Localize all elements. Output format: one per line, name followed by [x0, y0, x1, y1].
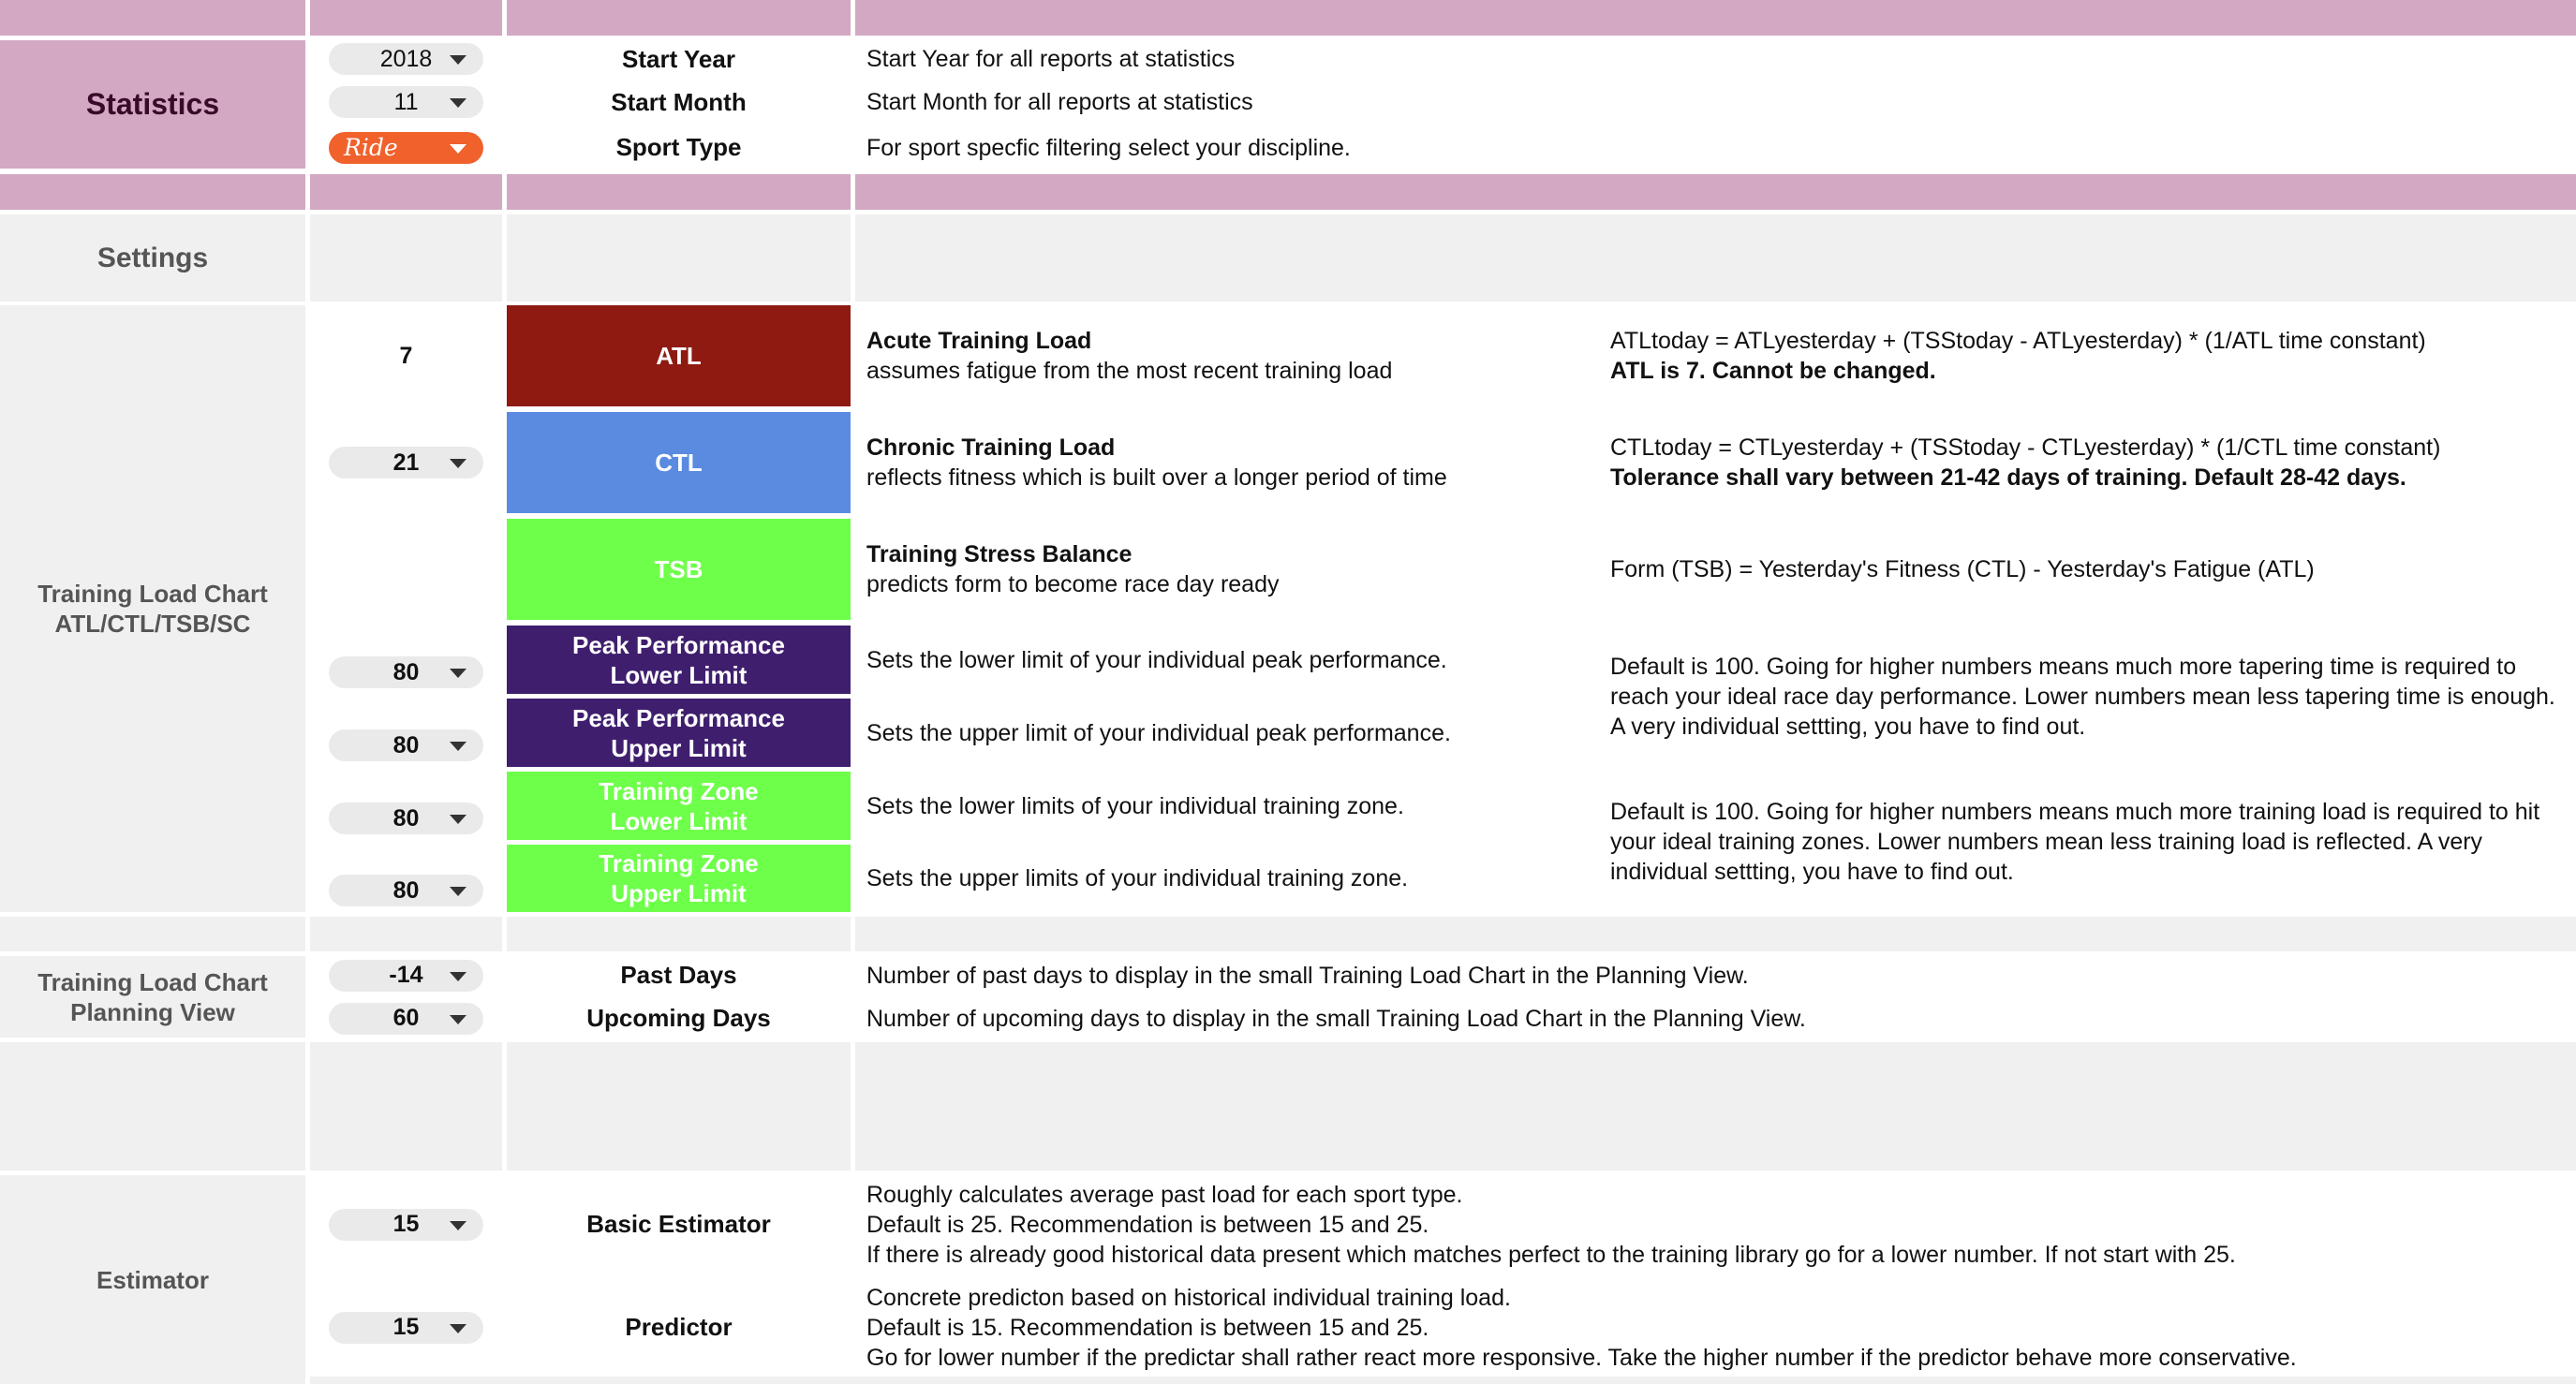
- ctl-desc-cell: [855, 412, 1594, 513]
- statistics-title: Statistics: [85, 87, 220, 121]
- peak-upper-label-line1: Peak Performance: [572, 703, 785, 732]
- ctl-name: Chronic Training Load: [866, 434, 1116, 461]
- upcoming-days-value-cell: [310, 999, 502, 1038]
- start-year-cell: [310, 40, 502, 78]
- settings-filler-col4: [855, 214, 2576, 302]
- peak-lower-value: 80: [392, 658, 420, 685]
- chevron-down-icon: [450, 459, 466, 468]
- bottom-filler: [310, 1377, 2576, 1384]
- tsb-formula: Form (TSB) = Yesterday's Fitness (CTL) - Yesterday's Fatigue (ATL): [1610, 556, 2315, 582]
- start-year-label-cell: [507, 40, 851, 78]
- ctl-label-cell: [507, 412, 851, 513]
- zone-upper-label-line1: Training Zone: [599, 849, 759, 877]
- statistics-section-title: [0, 40, 305, 169]
- past-days-value-cell: [310, 956, 502, 994]
- past-days-value: -14: [389, 962, 423, 988]
- spacer-row-col1: [0, 917, 305, 951]
- ctl-value-cell: [310, 412, 502, 513]
- zone-note: Default is 100. Going for higher numbers means much more training load is required to hit your ideal training zones. Lower numbers mean less training load is reflected. A very individual settting, you have to find out.: [1610, 799, 2540, 885]
- start-year-desc-cell: [855, 40, 2576, 78]
- spacer-large-col1: [0, 1042, 305, 1171]
- upcoming-days-select[interactable]: [329, 1003, 483, 1035]
- zone-upper-value-cell: [310, 845, 502, 912]
- peak-lower-desc: Sets the lower limit of your individual peak performance.: [866, 646, 1447, 673]
- header-band-col2: [310, 0, 502, 36]
- spacer-row-col2: [310, 917, 502, 951]
- ctl-sub: reflects fitness which is built over a longer period of time: [866, 464, 1447, 491]
- ctl-note: Tolerance shall vary between 21-42 days of training. Default 28-42 days.: [1610, 464, 2406, 491]
- upcoming-days-label-cell: [507, 999, 851, 1038]
- peak-lower-value-cell: [310, 626, 502, 694]
- past-days-label-cell: [507, 956, 851, 994]
- tsb-formula-cell: [1599, 519, 2576, 620]
- chevron-down-icon: [450, 1324, 466, 1333]
- spacer-row-col3: [507, 917, 851, 951]
- past-days-desc: Number of past days to display in the small Training Load Chart in the Planning View.: [866, 962, 1749, 989]
- spacer-row-col4: [855, 917, 2576, 951]
- predictor-value-cell: [310, 1278, 502, 1377]
- chevron-down-icon: [450, 815, 466, 824]
- predictor-select[interactable]: [329, 1312, 483, 1344]
- peak-lower-label-line1: Peak Performance: [572, 630, 785, 659]
- ctl-formula: CTLtoday = CTLyesterday + (TSStoday - CTLyesterday) * (1/CTL time constant): [1610, 434, 2441, 461]
- peak-note-cell: [1599, 626, 2576, 767]
- predictor-label-cell: [507, 1278, 851, 1377]
- estimator-title: Estimator: [96, 1265, 209, 1294]
- zone-upper-label-cell: [507, 845, 851, 912]
- chevron-down-icon: [450, 887, 466, 896]
- basic-estimator-desc-cell: [855, 1175, 2576, 1274]
- zone-lower-select[interactable]: [329, 802, 483, 834]
- start-year-value: 2018: [379, 45, 433, 72]
- ctl-value: 21: [392, 449, 420, 476]
- separator-band-col3: [507, 174, 851, 210]
- predictor-label: Predictor: [625, 1313, 733, 1341]
- tsb-label: TSB: [654, 555, 703, 583]
- zone-lower-value: 80: [392, 804, 420, 832]
- chevron-down-icon: [450, 972, 466, 981]
- basic-estimator-value: 15: [392, 1211, 420, 1237]
- planning-view-title-cell: [0, 956, 305, 1038]
- chevron-down-icon: [450, 144, 466, 154]
- start-month-value: 11: [393, 88, 419, 115]
- atl-label: ATL: [656, 342, 702, 370]
- sport-type-select[interactable]: [329, 132, 483, 164]
- spacer-large-col3: [507, 1042, 851, 1171]
- zone-upper-desc: Sets the upper limits of your individual training zone.: [866, 865, 1409, 891]
- settings-title-cell: [0, 214, 305, 302]
- peak-upper-value: 80: [392, 731, 420, 758]
- training-load-chart-title-cell: [0, 305, 305, 912]
- zone-lower-label-line1: Training Zone: [599, 776, 759, 805]
- peak-note: Default is 100. Going for higher numbers means much more tapering time is required to reach your ideal race day performance. Lower numbers mean less tapering time is enough. A very individual settting, you have to find out.: [1610, 653, 2555, 740]
- tsb-name: Training Stress Balance: [866, 541, 1133, 567]
- predictor-desc-cell: [855, 1278, 2576, 1377]
- peak-lower-select[interactable]: [329, 656, 483, 688]
- training-load-chart-title: Training Load Chart ATL/CTL/TSB/SC: [37, 580, 268, 638]
- separator-band-col2: [310, 174, 502, 210]
- past-days-desc-cell: [855, 956, 2576, 994]
- zone-upper-select[interactable]: [329, 875, 483, 906]
- start-year-desc: Start Year for all reports at statistics: [866, 46, 1236, 72]
- peak-lower-label-line2: Lower Limit: [610, 660, 748, 689]
- tsb-value-cell: [310, 519, 502, 620]
- basic-estimator-select[interactable]: [329, 1209, 483, 1241]
- basic-estimator-label: Basic Estimator: [586, 1210, 771, 1238]
- peak-upper-value-cell: [310, 699, 502, 767]
- start-month-label-cell: [507, 82, 851, 122]
- sport-type-label: Sport Type: [615, 133, 742, 161]
- atl-note: ATL is 7. Cannot be changed.: [1610, 358, 1936, 384]
- chevron-down-icon: [450, 1221, 466, 1230]
- start-month-cell: [310, 82, 502, 122]
- spacer-large-col4: [855, 1042, 2576, 1171]
- basic-estimator-line1: Roughly calculates average past load for each sport type.: [866, 1181, 1463, 1208]
- atl-name: Acute Training Load: [866, 328, 1092, 354]
- zone-lower-label-line2: Lower Limit: [610, 806, 748, 835]
- predictor-line1: Concrete predicton based on historical individual training load.: [866, 1284, 1511, 1311]
- upcoming-days-label: Upcoming Days: [586, 1004, 771, 1032]
- sport-type-cell: [310, 126, 502, 169]
- upcoming-days-desc: Number of upcoming days to display in the small Training Load Chart in the Planning View.: [866, 1005, 1806, 1032]
- chevron-down-icon: [450, 55, 466, 65]
- header-band-col1: [0, 0, 305, 36]
- peak-upper-label-cell: [507, 699, 851, 767]
- spacer-large-col2: [310, 1042, 502, 1171]
- sport-type-desc: For sport specfic filtering select your discipline.: [866, 134, 1351, 161]
- zone-note-cell: [1599, 772, 2576, 912]
- predictor-line3: Go for lower number if the predictar shall rather react more responsive. Take the higher number if the predictor behave more conservative.: [866, 1344, 2297, 1371]
- basic-estimator-line3: If there is already good historical data present which matches perfect to the training library go for a lower number. If not start with 25.: [866, 1241, 2236, 1268]
- start-year-select[interactable]: [329, 43, 483, 75]
- settings-title: Settings: [96, 242, 209, 273]
- zone-lower-desc-cell: [855, 772, 1594, 840]
- basic-estimator-line2: Default is 25. Recommendation is between 15 and 25.: [866, 1211, 1429, 1238]
- start-month-label: Start Month: [611, 87, 747, 116]
- peak-upper-select[interactable]: [329, 729, 483, 761]
- atl-formula: ATLtoday = ATLyesterday + (TSStoday - ATLyesterday) * (1/ATL time constant): [1610, 328, 2426, 354]
- zone-lower-desc: Sets the lower limits of your individual training zone.: [866, 792, 1404, 819]
- estimator-title-cell: [0, 1175, 305, 1384]
- start-month-desc-cell: [855, 82, 2576, 122]
- upcoming-days-value: 60: [392, 1005, 420, 1031]
- peak-upper-label-line2: Upper Limit: [611, 733, 747, 762]
- peak-lower-label-cell: [507, 626, 851, 694]
- atl-value: 7: [399, 342, 413, 369]
- zone-upper-label-line2: Upper Limit: [611, 879, 747, 907]
- predictor-line2: Default is 15. Recommendation is between 15 and 25.: [866, 1314, 1429, 1341]
- zone-upper-value: 80: [392, 876, 420, 904]
- basic-estimator-label-cell: [507, 1175, 851, 1274]
- basic-estimator-value-cell: [310, 1175, 502, 1274]
- sport-type-desc-cell: [855, 126, 2576, 169]
- peak-lower-desc-cell: [855, 626, 1594, 694]
- tsb-label-cell: [507, 519, 851, 620]
- chevron-down-icon: [450, 98, 466, 108]
- predictor-value: 15: [392, 1314, 420, 1340]
- start-year-label: Start Year: [622, 44, 735, 73]
- chevron-down-icon: [450, 742, 466, 751]
- ctl-formula-cell: [1599, 412, 2576, 513]
- start-month-select[interactable]: [329, 86, 483, 118]
- separator-band-col1: [0, 174, 305, 210]
- atl-desc-cell: [855, 305, 1594, 406]
- peak-upper-desc-cell: [855, 699, 1594, 767]
- ctl-label: CTL: [655, 449, 703, 477]
- header-band-col4: [855, 0, 2576, 36]
- settings-filler-col2: [310, 214, 502, 302]
- tsb-sub: predicts form to become race day ready: [866, 571, 1280, 597]
- upcoming-days-desc-cell: [855, 999, 2576, 1038]
- chevron-down-icon: [450, 669, 466, 678]
- atl-formula-cell: [1599, 305, 2576, 406]
- peak-upper-desc: Sets the upper limit of your individual peak performance.: [866, 719, 1451, 746]
- zone-upper-desc-cell: [855, 845, 1594, 912]
- ctl-select[interactable]: [329, 447, 483, 479]
- zone-lower-label-cell: [507, 772, 851, 840]
- tsb-desc-cell: [855, 519, 1594, 620]
- chevron-down-icon: [450, 1015, 466, 1024]
- planning-view-title: Training Load Chart Planning View: [37, 967, 268, 1026]
- atl-label-cell: [507, 305, 851, 406]
- zone-lower-value-cell: [310, 772, 502, 840]
- sport-type-label-cell: [507, 126, 851, 169]
- separator-band-col4: [855, 174, 2576, 210]
- past-days-select[interactable]: [329, 960, 483, 992]
- start-month-desc: Start Month for all reports at statistics: [866, 89, 1253, 115]
- atl-sub: assumes fatigue from the most recent training load: [866, 358, 1393, 384]
- settings-filler-col3: [507, 214, 851, 302]
- header-band-col3: [507, 0, 851, 36]
- atl-value-cell: [310, 305, 502, 406]
- sport-type-value: Ride: [344, 134, 398, 161]
- past-days-label: Past Days: [620, 961, 737, 989]
